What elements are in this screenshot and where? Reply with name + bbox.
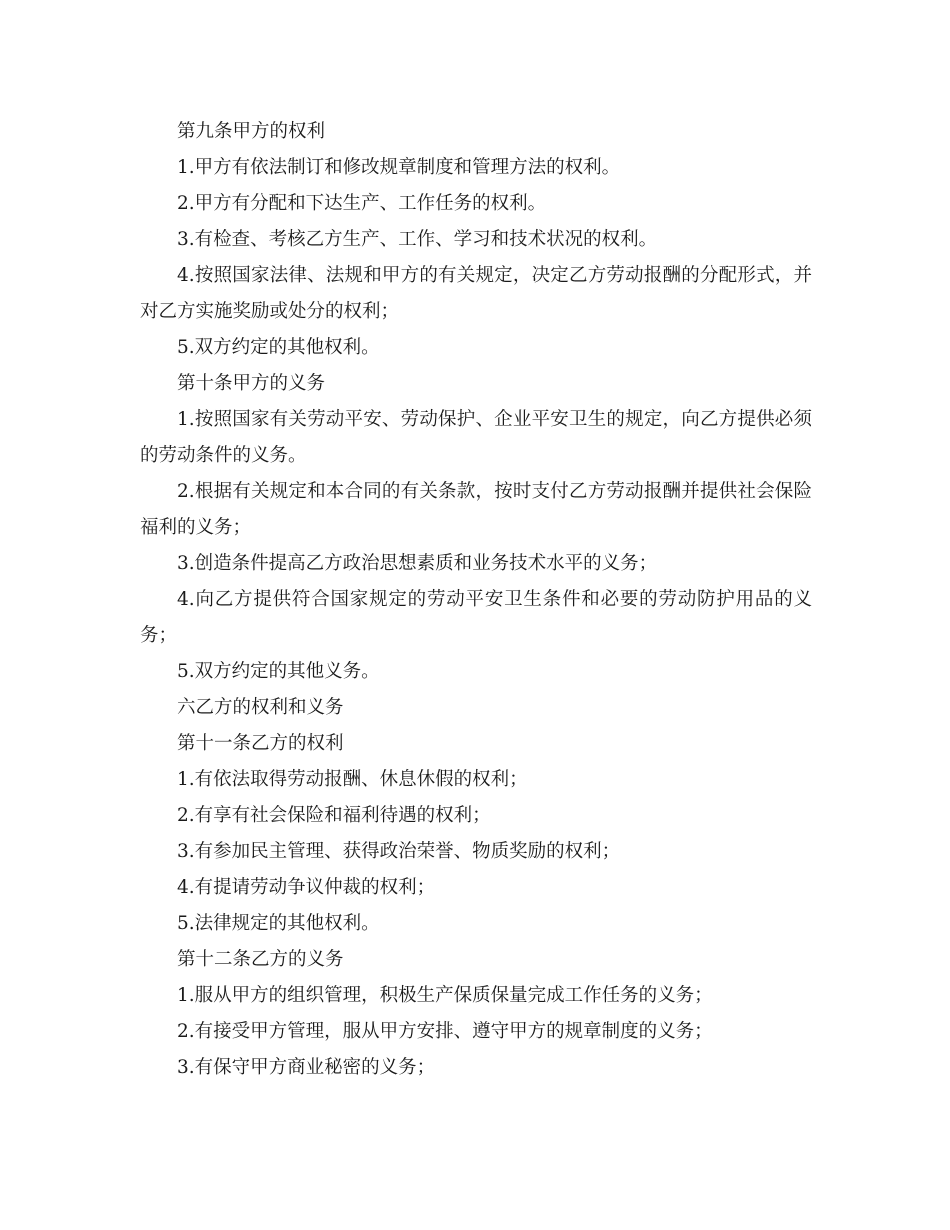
article-10-item-5: 5.双方约定的其他义务。 [177,661,380,682]
article-9-item-3: 3.有检查、考核乙方生产、工作、学习和技术状况的权利。 [177,229,658,250]
article-11-item-2: 2.有享有社会保险和福利待遇的权利； [177,805,491,826]
article-12-heading: 第十二条乙方的义务 [177,949,344,970]
article-11-item-5: 5.法律规定的其他权利。 [177,913,380,934]
article-9-item-2: 2.甲方有分配和下达生产、工作任务的权利。 [177,193,547,214]
article-11-item-1: 1.有依法取得劳动报酬、休息休假的权利； [177,769,528,790]
article-10-item-3: 3.创造条件提高乙方政治思想素质和业务技术水平的义务； [177,553,658,574]
article-11-heading: 第十一条乙方的权利 [177,733,344,754]
article-12-item-3: 3.有保守甲方商业秘密的义务； [177,1057,436,1078]
article-12-item-2: 2.有接受甲方管理，服从甲方安排、遵守甲方的规章制度的义务； [177,1021,713,1042]
article-10-item-1: 1.按照国家有关劳动平安、劳动保护、企业平安卫生的规定，向乙方提供必须的劳动条件的义务。 [140,409,812,466]
document-body [140,114,812,1086]
article-9-item-4: 4.按照国家法律、法规和甲方的有关规定，决定乙方劳动报酬的分配形式，并对乙方实施奖励或处分的权利； [140,265,812,322]
article-9-heading: 第九条甲方的权利 [177,121,326,142]
article-9-item-1: 1.甲方有依法制订和修改规章制度和管理方法的权利。 [177,157,621,178]
article-10-item-2: 2.根据有关规定和本合同的有关条款，按时支付乙方劳动报酬并提供社会保险福利的义务； [140,481,812,538]
article-11-item-4: 4.有提请劳动争议仲裁的权利； [177,877,436,898]
section-6-heading: 六乙方的权利和义务 [177,697,344,718]
article-9-item-5: 5.双方约定的其他权利。 [177,337,380,358]
article-12-item-1: 1.服从甲方的组织管理，积极生产保质保量完成工作任务的义务； [177,985,713,1006]
article-10-item-4: 4.向乙方提供符合国家规定的劳动平安卫生条件和必要的劳动防护用品的义务； [140,589,812,646]
article-10-heading: 第十条甲方的义务 [177,373,326,394]
article-11-item-3: 3.有参加民主管理、获得政治荣誉、物质奖励的权利； [177,841,621,862]
